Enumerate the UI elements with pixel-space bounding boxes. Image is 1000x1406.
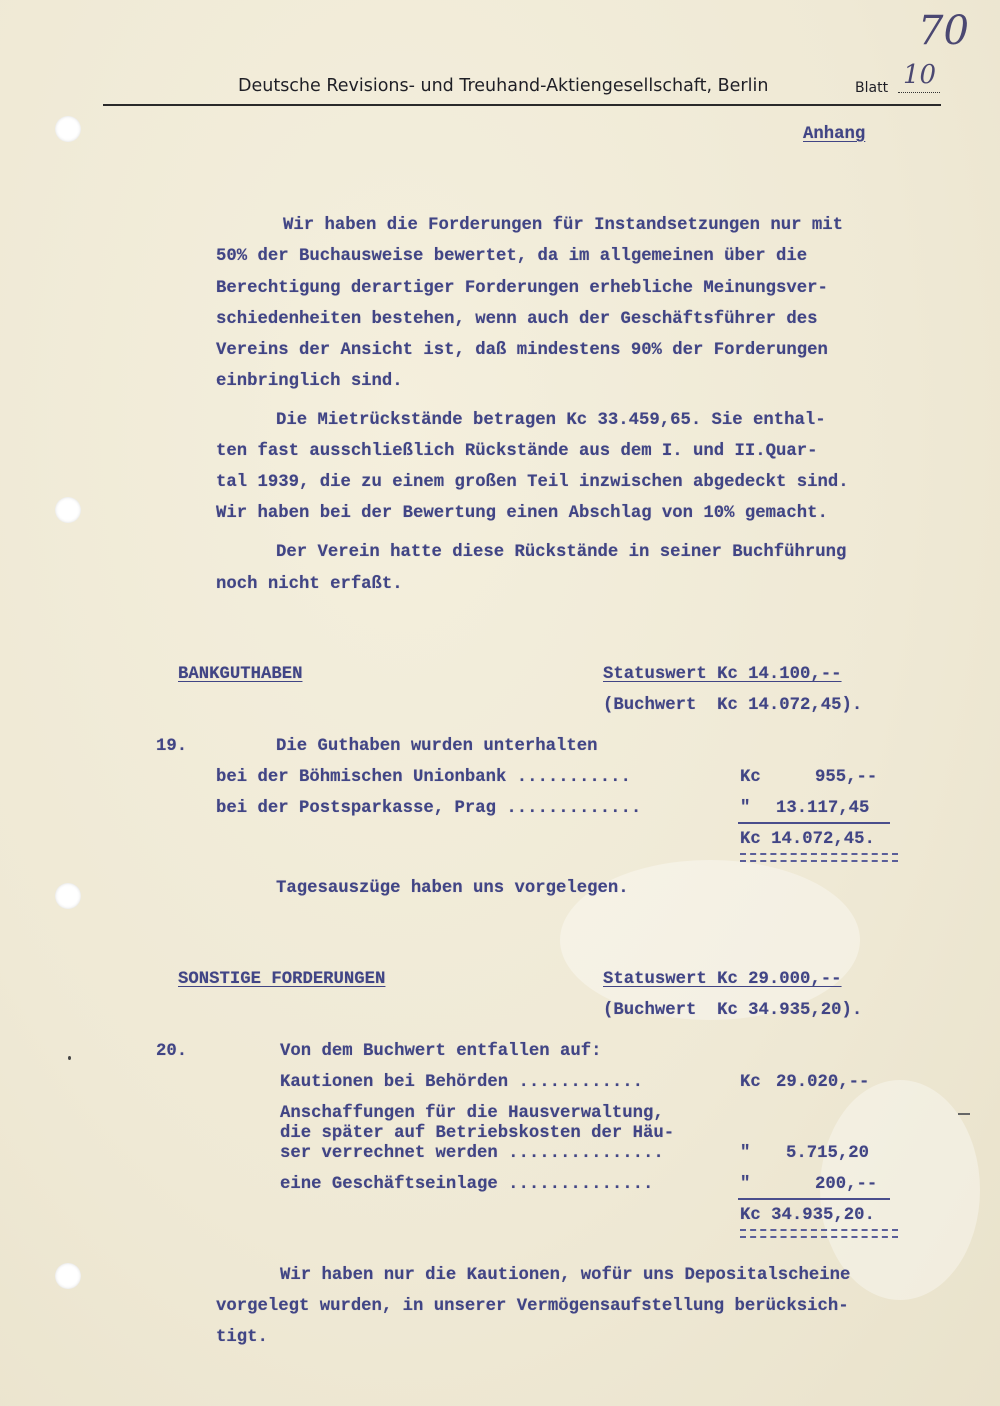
para1-line: Berechtigung derartiger Forderungen erhebliche Meinungsver- bbox=[216, 279, 828, 298]
para2-line: ten fast ausschließlich Rückstände aus dem I. und II.Quar- bbox=[216, 442, 818, 461]
bank-row-currency: " bbox=[740, 799, 751, 818]
bank-intro: Die Guthaben wurden unterhalten bbox=[276, 737, 598, 756]
section-title: Anhang bbox=[803, 125, 866, 144]
bank-total: Kc 14.072,45. bbox=[740, 830, 875, 849]
other-heading: SONSTIGE FORDERUNGEN bbox=[178, 970, 386, 989]
bank-row-amount: 955,-- bbox=[815, 768, 878, 787]
other-note-line: Wir haben nur die Kautionen, wofür uns Depositalscheine bbox=[280, 1266, 851, 1285]
bank-status-value: Statuswert Kc 14.100,-- bbox=[603, 665, 842, 684]
punch-hole-3 bbox=[55, 883, 81, 909]
margin-dot bbox=[68, 1056, 71, 1060]
bank-book-value: (Buchwert Kc 14.072,45). bbox=[603, 696, 863, 715]
other-number: 20. bbox=[156, 1042, 188, 1061]
other-row-amount: 5.715,20 bbox=[786, 1144, 869, 1163]
other-row-amount: 29.020,-- bbox=[776, 1073, 870, 1092]
other-row-text: Kautionen bei Behörden ............ bbox=[280, 1073, 643, 1092]
para2-line: Die Mietrückstände betragen Kc 33.459,65. Sie enthal- bbox=[276, 411, 826, 430]
other-row-currency: " bbox=[740, 1144, 751, 1163]
other-row-currency: " bbox=[740, 1175, 751, 1194]
blatt-dots bbox=[898, 92, 940, 93]
bank-double-underline bbox=[740, 853, 898, 862]
bank-sum-line bbox=[738, 822, 890, 824]
bank-row-currency: Kc bbox=[740, 768, 761, 787]
para1-line: 50% der Buchausweise bewertet, da im allgemeinen über die bbox=[216, 247, 808, 266]
blatt-number: 10 bbox=[903, 60, 937, 90]
bank-note: Tagesauszüge haben uns vorgelegen. bbox=[276, 879, 629, 898]
company-header: Deutsche Revisions- und Treuhand-Aktiengesellschaft, Berlin bbox=[238, 76, 769, 96]
other-row2-line: die später auf Betriebskosten der Häu- bbox=[280, 1124, 675, 1143]
bank-number: 19. bbox=[156, 737, 188, 756]
other-intro: Von dem Buchwert entfallen auf: bbox=[280, 1042, 602, 1061]
blatt-label: Blatt bbox=[855, 80, 889, 96]
para2-line: Wir haben bei der Bewertung einen Abschlag von 10% gemacht. bbox=[216, 504, 828, 523]
para2-line: tal 1939, die zu einem großen Teil inzwischen abgedeckt sind. bbox=[216, 473, 849, 492]
punch-hole-2 bbox=[55, 497, 81, 523]
para1-line: schiedenheiten bestehen, wenn auch der Geschäftsführer des bbox=[216, 310, 818, 329]
other-total: Kc 34.935,20. bbox=[740, 1206, 875, 1225]
other-double-underline bbox=[740, 1229, 898, 1238]
other-note-line: tigt. bbox=[216, 1328, 268, 1347]
para1-line: Vereins der Ansicht ist, daß mindestens 90% der Forderungen bbox=[216, 341, 828, 360]
other-row-text: eine Geschäftseinlage .............. bbox=[280, 1175, 654, 1194]
other-book-value: (Buchwert Kc 34.935,20). bbox=[603, 1001, 863, 1020]
bank-row-text: bei der Böhmischen Unionbank ........... bbox=[216, 768, 631, 787]
folio-number: 70 bbox=[918, 8, 969, 54]
para1-line: Wir haben die Forderungen für Instandsetzungen nur mit bbox=[283, 216, 844, 235]
bank-row-text: bei der Postsparkasse, Prag ............. bbox=[216, 799, 642, 818]
other-row-amount: 200,-- bbox=[815, 1175, 878, 1194]
punch-hole-4 bbox=[55, 1263, 81, 1289]
para1-line: einbringlich sind. bbox=[216, 372, 403, 391]
bank-heading: BANKGUTHABEN bbox=[178, 665, 303, 684]
para3-line: noch nicht erfaßt. bbox=[216, 575, 403, 594]
other-row2-line: ser verrechnet werden ............... bbox=[280, 1144, 664, 1163]
other-note-line: vorgelegt wurden, in unserer Vermögensaufstellung berücksich- bbox=[216, 1297, 849, 1316]
other-status-value: Statuswert Kc 29.000,-- bbox=[603, 970, 842, 989]
margin-dash bbox=[958, 1113, 970, 1115]
other-row2-line: Anschaffungen für die Hausverwaltung, bbox=[280, 1104, 664, 1123]
para3-line: Der Verein hatte diese Rückstände in seiner Buchführung bbox=[276, 543, 847, 562]
punch-hole-1 bbox=[55, 116, 81, 142]
header-rule bbox=[103, 104, 941, 106]
bank-row-amount: 13.117,45 bbox=[776, 799, 870, 818]
other-sum-line bbox=[738, 1198, 890, 1200]
other-row-currency: Kc bbox=[740, 1073, 761, 1092]
